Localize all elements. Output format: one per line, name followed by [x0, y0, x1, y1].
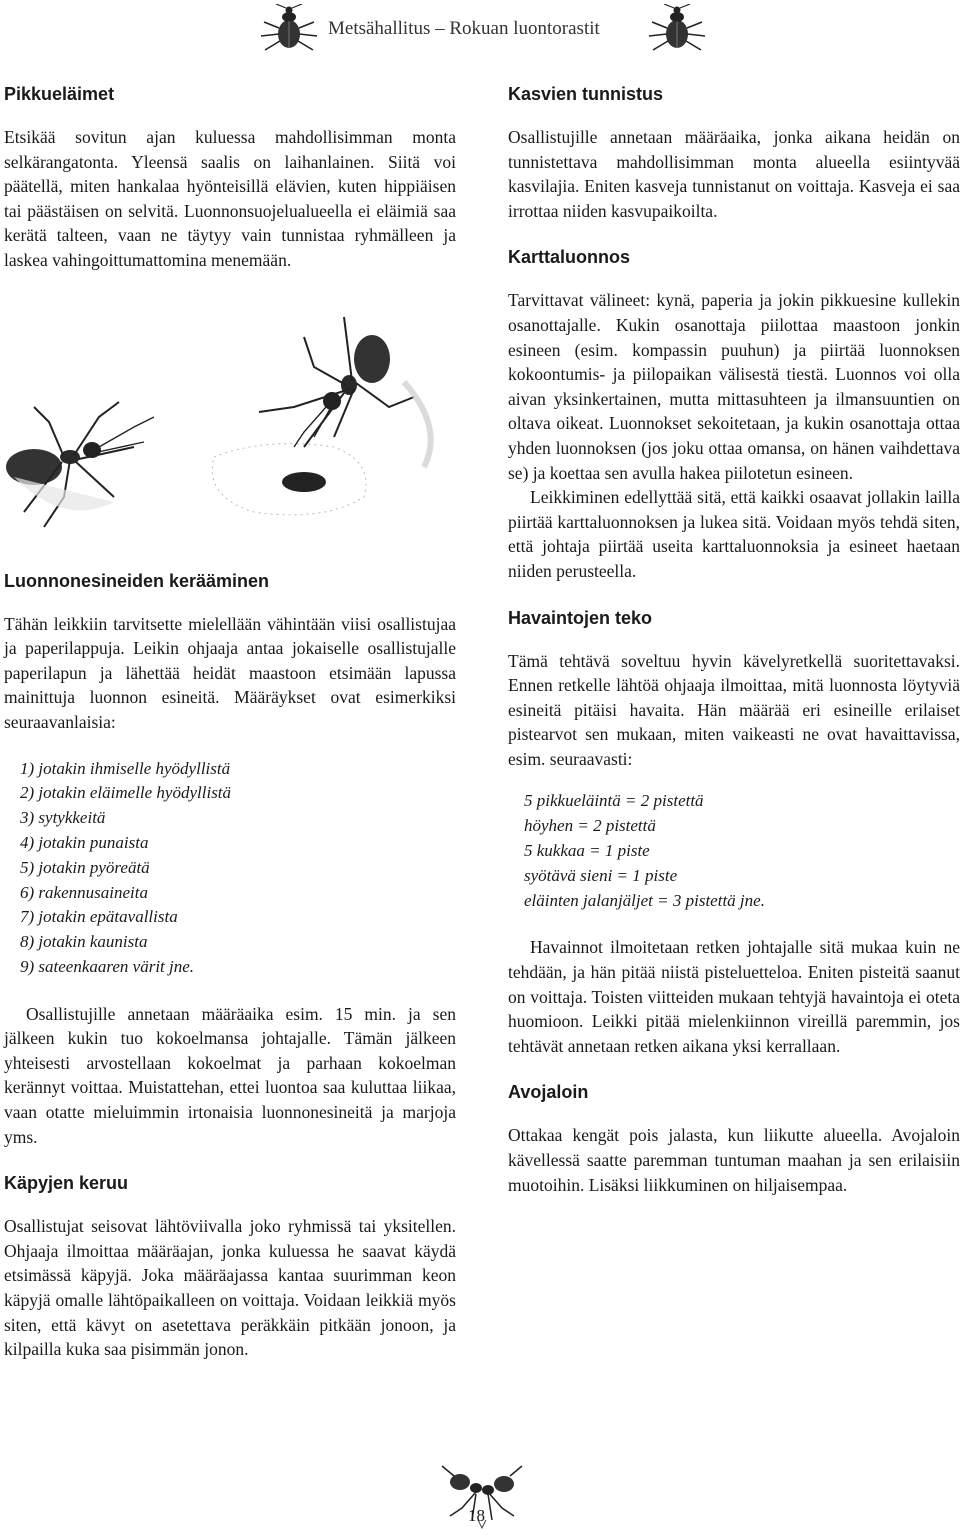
- section-heading: Käpyjen keruu: [4, 1173, 129, 1194]
- list-item: 9) sateenkaaren värit jne.: [20, 956, 195, 976]
- list-item: 1) jotakin ihmiselle hyödyllistä: [20, 758, 231, 778]
- list-item: 8) jotakin kaunista: [20, 932, 148, 952]
- section-pikkuelaimet: [4, 84, 456, 273]
- section-body: Osallistujille annetaan määräaika, jonka aikana heidän on tunnistettava mahdollisimman monta alueella esiintyvää kasvilajia. Eniten kasveja tunnistanut on voittaja. Kasveja ei saa irrottaa niiden kasvupaikoilta.: [508, 127, 960, 221]
- section-heading: Avojaloin: [508, 1082, 589, 1103]
- page-number: 18: [468, 1506, 485, 1525]
- list-item: 5) jotakin pyöreätä: [20, 857, 150, 877]
- page-header: [0, 0, 960, 62]
- list-item: 3) sytykkeitä: [20, 808, 106, 828]
- list-item: höyhen = 2 pistettä: [524, 816, 656, 836]
- right-column: [508, 84, 960, 1221]
- ants-illustration: [4, 297, 456, 559]
- section-avojaloin: [508, 1082, 960, 1197]
- ant-icon: [4, 297, 456, 559]
- beetle-icon: [258, 4, 320, 54]
- page-header-title: Metsähallitus – Rokuan luontorastit: [328, 18, 600, 39]
- item-list: [20, 757, 456, 980]
- section-body: Etsikää sovitun ajan kuluessa mahdollisimman monta selkärangatonta. Yleensä saalis on laihanlainen. Siitä voi päätellä, miten hankalaa hyönteisillä elävien, kuten hippiäisen tai päästäisen on selvitä. Luonnonsuojelualueella ei eläimiä saa kerätä talteen, vaan ne täytyy vain tunnistaa ryhmälleen ja laskea vahingoittumattomina menemään.: [4, 127, 456, 270]
- list-item: 7) jotakin epätavallista: [20, 907, 178, 927]
- list-item: 5 kukkaa = 1 piste: [524, 841, 650, 861]
- section-luonnonesineet: [4, 571, 456, 1150]
- section-heading: Pikkueläimet: [4, 84, 115, 104]
- section-body: Tämä tehtävä soveltuu hyvin kävelyretkellä suoritettavaksi. Ennen retkelle lähtöä ohjaaja ilmoittaa, mitä luonnosta löytyviä esineitä pitäisi havaita. Hän määrää eri esineille erilaiset pistearvot sen mukaan, miten vaikeasti ne ovat havaittavissa, esim. seuraavasti:: [508, 650, 960, 769]
- section-heading: Luonnonesineiden kerääminen: [4, 570, 270, 591]
- section-kasvien-tunnistus: [508, 84, 960, 223]
- section-body: Havainnot ilmoitetaan retken johtajalle sitä mukaa kuin ne tehdään, ja hän pitää niistä pisteluetteloa. Eniten pisteitä saanut on voittaja. Toisten viitteiden mukaan tehtyjä havaintoja ei oteta huomioon. Leikki pitää mielenkiinnon vireillä paremmin, jos tehtävät annetaan retken aikana yksi kerrallaan.: [508, 937, 960, 1056]
- list-item: 5 pikkueläintä = 2 pistettä: [524, 791, 704, 811]
- list-item: syötävä sieni = 1 piste: [524, 865, 678, 885]
- list-item: 6) rakennusaineita: [20, 882, 148, 902]
- section-body: Tähän leikkiin tarvitsette mielellään vähintään viisi osallistujaa ja paperilappuja. Leikin ohjaaja antaa jokaiselle osallistujalle paperilapun ja lähettää heidät maastoon etsimään lapussa mainittuja luonnon esineitä. Määräykset ovat esimerkiksi seuraavanlaisia:: [4, 613, 456, 732]
- section-heading: Kasvien tunnistus: [508, 84, 664, 104]
- section-kapyjen-keruu: [4, 1173, 456, 1362]
- list-item: 2) jotakin eläimelle hyödyllistä: [20, 783, 232, 803]
- section-body: Osallistujat seisovat lähtöviivalla joko ryhmissä tai yksitellen. Ohjaaja ilmoittaa määräajan, jonka kuluessa he saavat käydä etsimässä käpyjä. Joka määräajassa kantaa suurimman keon käpyjä omalle lähtöpaikalleen on voittaja. Voidaan leikkiä myös siten, että kävyt on asetettava peräkkäin pitkään jonoon, ja kilpailla kuka saa pisimmän jonon.: [4, 1216, 456, 1360]
- list-item: eläinten jalanjäljet = 3 pistettä jne.: [524, 890, 765, 910]
- section-havaintojen-teko: [508, 608, 960, 1059]
- section-body: Leikkiminen edellyttää sitä, että kaikki osaavat jollakin lailla piirtää karttaluonnoksen ja lukea sitä. Voidaan myös tehdä siten, että johtaja piirtää useita karttaluonnoksia ja esineet haetaan niiden perusteella.: [508, 487, 960, 581]
- left-column: [4, 84, 456, 1386]
- score-list: [524, 789, 960, 913]
- section-karttaluonnos: [508, 247, 960, 583]
- section-body: Tarvittavat välineet: kynä, paperia ja jokin pikkuesine kullekin osanottajalle. Kukin osanottaja piilottaa maastoon jonkin esineen (esim. kompassin puuhun) ja piirtää luonnoksen kokoontumis- ja piilopaikan välisestä tiestä. Luonnos voi olla aivan yksinkertainen, mutta mittasuhteen ja ilmansuuntien on oltava oikeat. Luonnokset sekoitetaan, ja kukin osanottaja ottaa yhden luonnoksen (jos joku ottaa omansa, on hänen vaihdettava se) ja koettaa sen avulla hakea piilotetun esineen.: [508, 290, 960, 483]
- list-item: 4) jotakin punaista: [20, 832, 149, 852]
- section-heading: Havaintojen teko: [508, 607, 653, 628]
- beetle-icon: [646, 4, 708, 54]
- section-heading: Karttaluonnos: [508, 247, 631, 268]
- section-body: Osallistujille annetaan määräaika esim. 15 min. ja sen jälkeen kukin tuo kokoelmansa johtajalle. Tämän jälkeen yhteisesti arvostellaan kokoelmat ja parhaan kokoelman kerännyt voittaa. Muistattehan, ettei luontoa saa kuluttaa liikaa, vaan otatte mieluimmin irtonaisia luonnonesineitä ja marjoja yms.: [4, 1003, 456, 1147]
- section-body: Ottakaa kengät pois jalasta, kun liikutte alueella. Avojaloin kävellessä saatte paremman tuntuman maahan ja sen erilaisiin muotoihin. Lisäksi liikkuminen on hiljaisempaa.: [508, 1125, 960, 1195]
